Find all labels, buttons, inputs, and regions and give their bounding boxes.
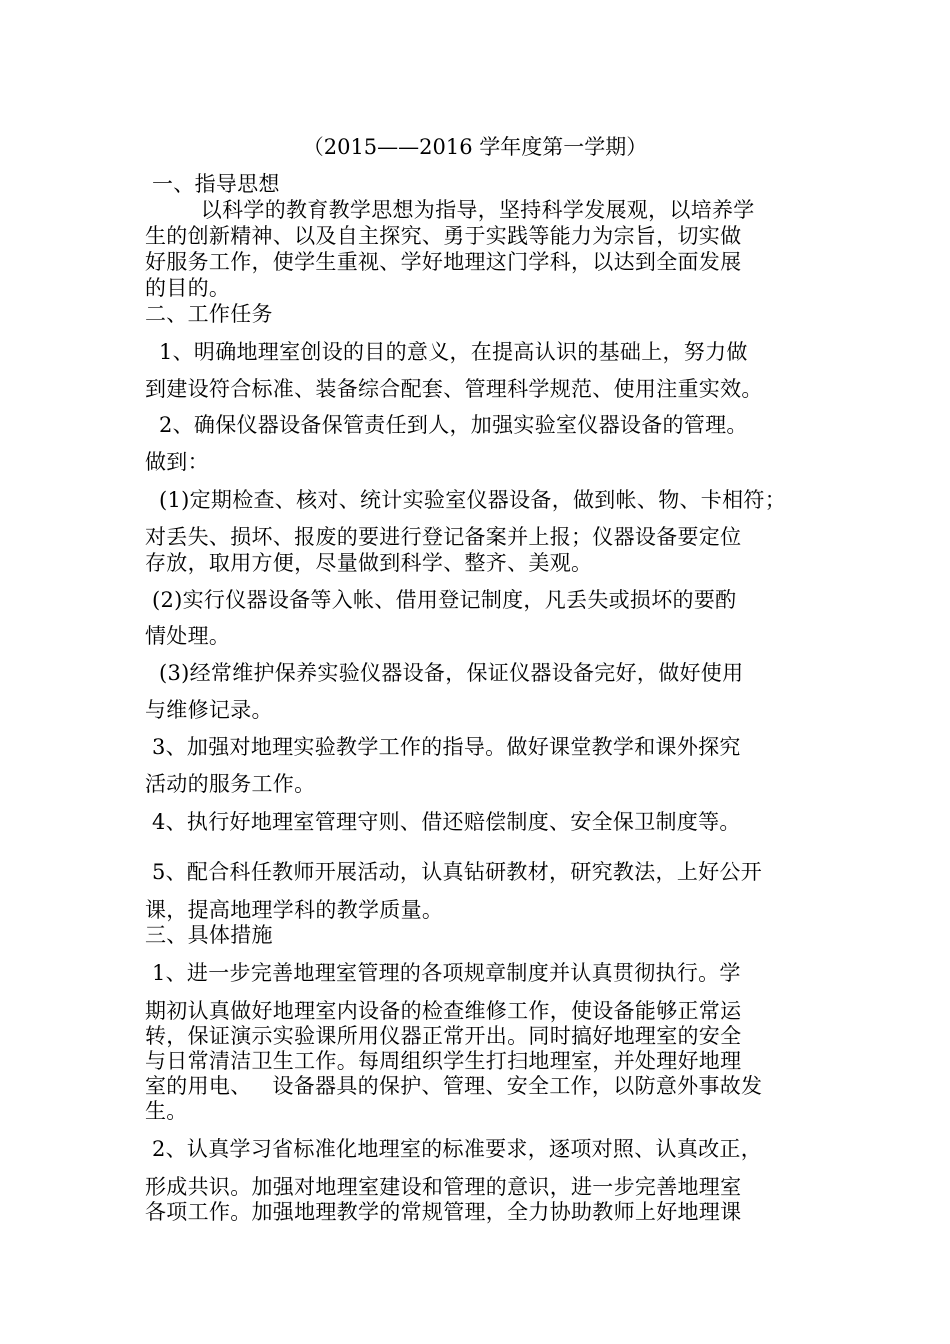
paragraph-line: 各项工作。加强地理教学的常规管理，全力协助教师上好地理课 [145, 1200, 742, 1224]
paragraph-line: 1、进一步完善地理室管理的各项规章制度并认真贯彻执行。学 [145, 961, 741, 985]
paragraph-line: (3)经常维护保养实验仪器设备，保证仪器设备完好，做好使用 [145, 661, 744, 685]
heading-specific-measures: 三、具体措施 [145, 923, 273, 947]
paragraph-line: 1、明确地理室创设的目的意义，在提高认识的基础上，努力做 [145, 340, 748, 364]
paragraph-line: 5、配合科任教师开展活动，认真钻研教材，研究教法，上好公开 [145, 860, 763, 884]
paragraph-line: 生的创新精神、以及自主探究、勇于实践等能力为宗旨，切实做 [145, 224, 742, 248]
paragraph-line: 与日常清洁卫生工作。每周组织学生打扫地理室，并处理好地理 [145, 1049, 742, 1073]
paragraph-line: 2、认真学习省标准化地理室的标准要求，逐项对照、认真改正， [145, 1137, 763, 1161]
paragraph-line: 4、执行好地理室管理守则、借还赔偿制度、安全保卫制度等。 [145, 810, 741, 834]
paragraph-line: 存放，取用方便，尽量做到科学、整齐、美观。 [145, 551, 593, 575]
paragraph-line: (1)定期检查、核对、统计实验室仪器设备，做到帐、物、卡相符； [145, 488, 786, 512]
paragraph-line: 情处理。 [145, 624, 231, 648]
paragraph-line: 与维修记录。 [145, 698, 273, 722]
paragraph-line: 做到： [145, 450, 209, 474]
paragraph-line: 对丢失、损坏、报废的要进行登记备案并上报；仪器设备要定位 [145, 525, 742, 549]
paragraph-line: (2)实行仪器设备等入帐、借用登记制度，凡丢失或损坏的要酌 [145, 588, 737, 612]
paragraph-line: 2、确保仪器设备保管责任到人，加强实验室仪器设备的管理。 [145, 413, 748, 437]
paragraph-line: 形成共识。加强对地理室建设和管理的意识，进一步完善地理室 [145, 1175, 742, 1199]
heading-guiding-thought: 一、指导思想 [145, 172, 280, 196]
paragraph-line: 以科学的教育教学思想为指导，坚持科学发展观，以培养学 [145, 198, 755, 222]
paragraph-line: 转，保证演示实验课所用仪器正常开出。同时搞好地理室的安全 [145, 1024, 742, 1048]
paragraph-line: 生。 [145, 1099, 188, 1123]
paragraph-line: 室的用电、 设备器具的保护、管理、安全工作，以防意外事故发 [145, 1074, 763, 1098]
heading-work-tasks: 二、工作任务 [145, 302, 273, 326]
paragraph-line: 3、加强对地理实验教学工作的指导。做好课堂教学和课外探究 [145, 735, 741, 759]
paragraph-line: 期初认真做好地理室内设备的检查维修工作，使设备能够正常运 [145, 999, 742, 1023]
paragraph-line: 课，提高地理学科的教学质量。 [145, 898, 444, 922]
paragraph-line: 的目的。 [145, 276, 231, 300]
paragraph-line: 到建设符合标准、装备综合配套、管理科学规范、使用注重实效。 [145, 377, 763, 401]
paragraph-line: 活动的服务工作。 [145, 772, 316, 796]
document-title: （2015——2016 学年度第一学期） [302, 135, 648, 159]
paragraph-line: 好服务工作，使学生重视、学好地理这门学科，以达到全面发展 [145, 250, 742, 274]
